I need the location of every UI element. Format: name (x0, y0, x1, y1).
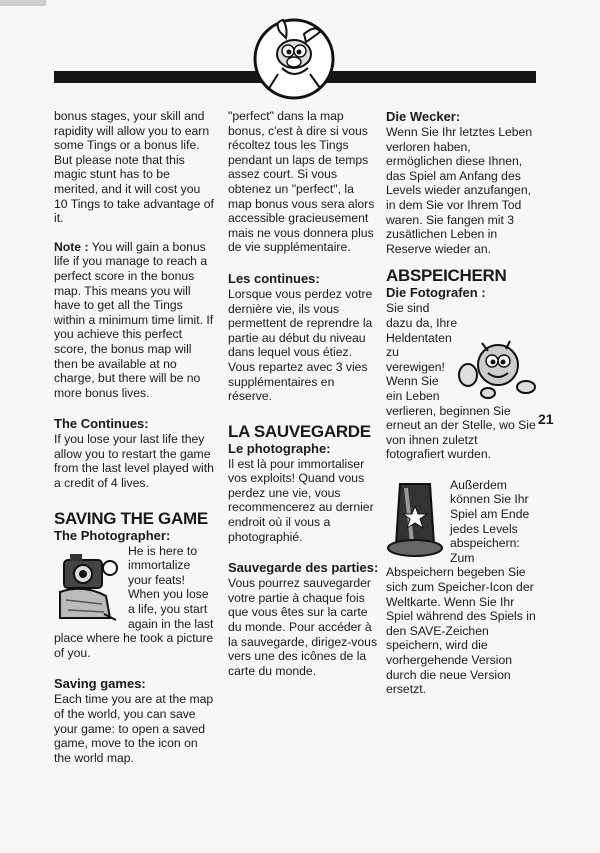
photographer-heading: Die Fotografen : (386, 285, 486, 301)
photographer-text: Sie sind dazu da, Ihre Heldentaten zu verewigen! Wenn Sie ein Leben verlieren, beginnen Sie erneut an der Stelle, wo Sie von ihnen zuletzt fotografiert wurden. (386, 301, 536, 462)
save-block (386, 478, 536, 697)
note-text: You will gain a bonus life if you manage to reach a perfect score in the bonus map. This means you will have to get all the Tings within a minimum time limit. If you achieve this perfect score, the bonus map will then be available at no charge, but there will be no more bonus lives. (54, 239, 214, 400)
photographer-block (54, 544, 214, 661)
photographer-icon (54, 544, 122, 622)
saving-games-text: Vous pourrez sauvegarder votre partie à chaque fois que vous êtes sur la carte du monde. Pour accéder à la sauvegarde, dirigez-vous vers une des icônes de la carte du monde. (228, 576, 378, 678)
photographer-heading: The Photographer: (54, 527, 171, 543)
column-english (54, 109, 214, 765)
saving-heading: SAVING THE GAME (54, 508, 208, 528)
page-number: 21 (538, 411, 554, 427)
photographer-text: Il est là pour immortaliser vos exploits! Quand vous perdez une vie, vous recommencerez au dernier endroit où il vous a photographié. (228, 456, 374, 544)
wecker-heading: Die Wecker: (386, 109, 461, 124)
intro-text: "perfect" dans la map bonus, c'est à dire si vous récoltez tous les Tings pendant un laps de temps assez court. Si vous obtenez un "perfect", la map bonus vous sera alors accessible gracieusement mais ne vous donnera plus de vie supplémentaire. (228, 109, 375, 255)
wecker-text: Wenn Sie Ihr letztes Leben verloren haben, ermöglichen diese Ihnen, das Spiel am Anfang des Levels wieder anzufangen, in dem Sie vor Ihrem Tod waren. Sie fangen mit 3 zusätlichen Leben in Reserve wieder an. (386, 125, 533, 256)
column-german (386, 109, 536, 697)
continues-text: Lorsque vous perdez votre dernière vie, ils vous permettent de reprendre la partie au début du niveau dans lequel vous étiez. Vous repartez avec 3 vies supplémentaires en réserve. (228, 286, 373, 404)
photographer-heading: Le photographe: (228, 440, 331, 456)
note-label: Note : (54, 239, 89, 254)
saving-heading: LA SAUVEGARDE (228, 421, 371, 441)
rayman-thumbs-up-icon (458, 335, 536, 401)
save-hat-icon (386, 478, 444, 562)
note-paragraph (54, 240, 214, 401)
photographer-text: He is here to immortalize your feats! When you lose a life, you start again in the last place where he took a picture of you. (54, 543, 214, 660)
saving-games-heading: Sauvegarde des parties: (228, 560, 379, 576)
save-text: Außerdem können Sie Ihr Spiel am Ende jedes Levels abspeichern: Zum Abspeichern begeben Sie sich zum Speicher-Icon der Weltkarte. Wenn Sie Ihr Spiel während des Spiels in den SAVE-Zeichen speichern, wird die vorhergehende Version durch die neue Version ersetzt. (386, 477, 536, 697)
continues-heading: Les continues: (228, 270, 320, 286)
continues-heading: The Continues: (54, 416, 149, 432)
intro-text: bonus stages, your skill and rapidity will allow you to earn some Tings or a bonus life. But please note that this magic stunt has to be merited, and it will cost you 10 Tings to take advantage of it. (54, 109, 214, 226)
saving-games-heading: Saving games: (54, 676, 146, 692)
rayman-mascot-icon (250, 18, 338, 100)
page-edge-shadow (0, 0, 46, 6)
continues-text: If you lose your last life they allow you to restart the game from the last level played with a credit of 4 lives. (54, 432, 214, 491)
column-french (228, 109, 380, 678)
photographer-block (386, 301, 536, 462)
saving-heading: ABSPEICHERN (386, 266, 507, 286)
saving-games-text: Each time you are at the map of the world, you can save your game: to open a saved game, move to the icon on the world map. (54, 692, 214, 765)
